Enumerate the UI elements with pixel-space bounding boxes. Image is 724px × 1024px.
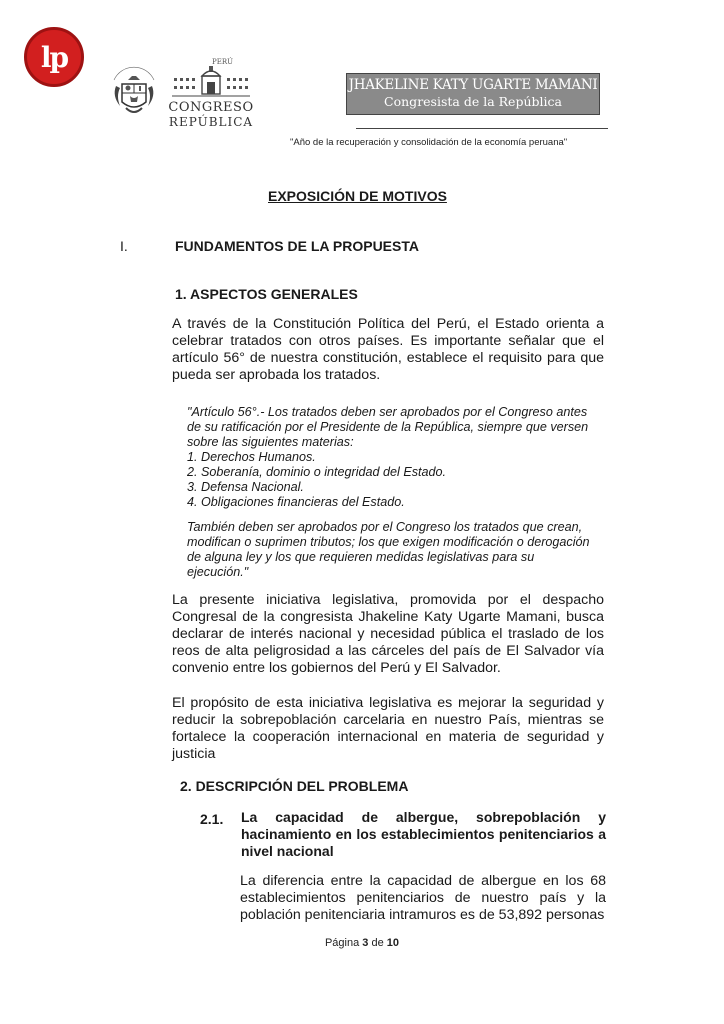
- header-divider: [356, 128, 608, 129]
- quote-line: 2. Soberanía, dominio o integridad del Estado.: [187, 465, 447, 479]
- subsection-aspectos-generales: 1. ASPECTOS GENERALES: [175, 286, 358, 302]
- quote-line: de alguna ley y los que requieren medidas legislativas para su: [187, 550, 535, 564]
- congresswoman-nameplate: [346, 73, 600, 115]
- lp-logo-text: lp: [40, 40, 68, 74]
- quote-articulo-56: [187, 405, 607, 510]
- peru-coat-of-arms-icon: [106, 66, 162, 122]
- quote-line: modifican o suprimen tributos; los que exigen modificación o derogación: [187, 535, 590, 549]
- page-number: 3: [362, 937, 369, 949]
- quote-line: ejecución.": [187, 565, 249, 579]
- subsection-2-1-number: 2.1.: [200, 811, 224, 827]
- congress-name: CONGRESO: [168, 100, 254, 115]
- subsection-2-1-title: La capacidad de albergue, sobrepoblación y hacinamiento en los establecimientos penitenciarios a nivel nacional: [241, 809, 606, 859]
- page-total: 10: [386, 937, 400, 949]
- congresswoman-title: Congresista de la República: [384, 94, 562, 109]
- congress-republica: REPÚBLICA: [168, 115, 254, 129]
- quote-line: También deben ser aprobados por el Congreso los tratados que crean,: [187, 520, 583, 534]
- section-number: I.: [120, 238, 128, 254]
- congresswoman-name: JHAKELINE KATY UGARTE MAMANI: [348, 77, 598, 93]
- page-footer: [0, 937, 724, 949]
- document-title: EXPOSICIÓN DE MOTIVOS: [268, 188, 447, 204]
- quote-tributos: [187, 520, 607, 580]
- page-of-label: de: [371, 937, 384, 949]
- congress-logo-small-text: PERÚ: [212, 58, 233, 66]
- paragraph-constitucion: A través de la Constitución Política del Perú, el Estado orienta a celebrar tratados con otros países. Es importante señalar que el artículo 56° de nuestra constitución, establece el requisito para que pueda ser aprobada los tratados.: [172, 316, 604, 383]
- quote-line: sobre las siguientes materias:: [187, 435, 354, 449]
- quote-line: 3. Defensa Nacional.: [187, 480, 304, 494]
- congreso-logo: [168, 56, 254, 134]
- quote-line: "Artículo 56°.- Los tratados deben ser aprobados por el Congreso antes: [187, 405, 588, 419]
- page-label: Página: [324, 937, 360, 949]
- quote-line: 1. Derechos Humanos.: [187, 450, 316, 464]
- paragraph-proposito: El propósito de esta iniciativa legislativa es mejorar la seguridad y reducir la sobrepoblación carcelaria en nuestro País, mientras se fortalece la cooperación internacional en materia de seguridad y justicia: [172, 695, 604, 762]
- quote-line: 4. Obligaciones financieras del Estado.: [187, 495, 405, 509]
- lp-logo: [24, 27, 84, 87]
- subsection-descripcion-problema: 2. DESCRIPCIÓN DEL PROBLEMA: [180, 778, 409, 794]
- congress-building-icon: [172, 64, 250, 98]
- paragraph-capacidad-albergue: La diferencia entre la capacidad de albergue en los 68 establecimientos penitenciarios de nuestro país y la población penitenciaria intramuros es de 53,892 personas: [240, 873, 606, 923]
- section-title: FUNDAMENTOS DE LA PROPUESTA: [175, 238, 419, 254]
- year-motto: "Año de la recuperación y consolidación de la economía peruana": [290, 137, 568, 148]
- paragraph-iniciativa: La presente iniciativa legislativa, promovida por el despacho Congresal de la congresista Jhakeline Katy Ugarte Mamani, busca declarar de interés nacional y necesidad pública el traslado de los reos de alta peligrosidad a las cárceles del país de El Salvador vía convenio entre los gobiernos del Perú y El Salvador.: [172, 592, 604, 676]
- quote-line: de su ratificación por el Presidente de la República, siempre que versen: [187, 420, 589, 434]
